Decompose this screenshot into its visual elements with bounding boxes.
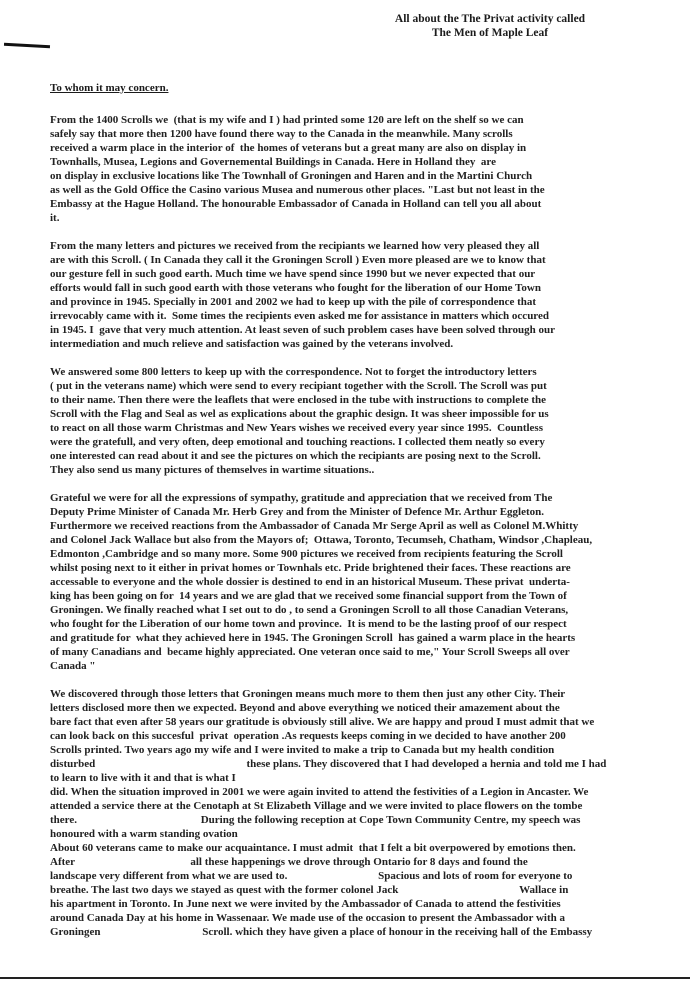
text-line: received a warm place in the interior of the homes of veterans but a great many are also on display in [50,142,527,154]
text-line: Scroll with the Flag and Seal as wel as explications about the graphic design. It was sheer impossible for us [50,408,549,420]
text-line: and gratitude for what they achieved here in 1945. The Groningen Scroll has gained a warm place in the hearts [50,632,576,644]
text-line: Groningen Scroll. which they have given a place of honour in the receiving hall of the Embassy [50,926,593,938]
text-line: efforts would fall in such good earth with those veterans who fought for the liberation of our Home Town [50,282,541,294]
text-line: there. During the following reception at Cope Town Community Centre, my speech was [50,814,581,826]
text-line: around Canada Day at his home in Wassenaar. We made use of the occasion to present the Ambassador with a [50,912,566,924]
text-line: were the gratefull, and very often, deep emotional and touching reactions. I collected them neatly so every [50,436,545,448]
text-line: who fought for the Liberation of our home town and province. It is mend to be the lasting proof of our respect [50,618,567,630]
header-line-1: All about the The Privat activity called [394,13,586,25]
text-line: and Colonel Jack Wallace but also from the Mayors of; Ottawa, Toronto, Tecumseh, Chatham, Windsor ,Chapleau, [50,534,593,546]
text-line: it. [50,212,60,224]
letter-body [50,113,675,953]
text-line: intermediation and much relieve and satisfaction was gained by the veterans involved. [50,338,454,350]
text-line: Groningen. We finally reached what I set out to do , to send a Groningen Scroll to all those Canadian Veterans, [50,604,569,616]
text-line: Deputy Prime Minister of Canada Mr. Herb Grey and from the Minister of Defence Mr. Arthur Eggleton. [50,506,545,518]
text-line: one interested can read about it and see the pictures on which the recipiants are posing next to the Scroll. [50,450,541,462]
paragraph [50,687,675,939]
text-line: to learn to live with it and that is what I [50,772,236,784]
text-line: and province in 1945. Specially in 2001 and 2002 we had to keep up with the pile of correspondence that [50,296,537,308]
text-line: About 60 veterans came to make our acquaintance. I must admit that I felt a bit overpowered by emotions then. [50,842,576,854]
paragraph [50,239,675,351]
text-line: safely say that more then 1200 have found there way to the Canada in the meanwhile. Many scrolls [50,128,513,140]
text-line: Canada " [50,660,96,672]
text-line: They also send us many pictures of themselves in wartime situations.. [50,464,375,476]
text-line: Grateful we were for all the expressions of sympathy, gratitude and appreciation that we received from The [50,492,553,504]
text-line: We discovered through those letters that Groningen means much more to them then just any other City. Their [50,688,566,700]
text-line: can look back on this succesful privat operation .As requests keeps coming in we decided to have another 200 [50,730,566,742]
document-header [300,12,680,40]
text-line: in 1945. I gave that very much attention. At least seven of such problem cases have been solved through our [50,324,555,336]
text-line: his apartment in Toronto. In June next we were invited by the Ambassador of Canada to attend the festivities [50,898,561,910]
text-line: breathe. The last two days we stayed as quest with the former colonel Jack Wallace in [50,884,569,896]
text-line: irrevocably came with it. Some times the recipients even asked me for assistance in matters which occured [50,310,549,322]
text-line: Furthermore we received reactions from the Ambassador of Canada Mr Serge April as well as Colonel M.Whitty [50,520,579,532]
text-line: accessable to everyone and the whole dossier is destined to end in an historical Museum. These privat underta- [50,576,570,588]
text-line: to their name. Then there were the leaflets that were enclosed in the tube with instructions to complete the [50,394,547,406]
text-line: whilst posing next to it either in privat homes or Townhals etc. Pride brightened their faces. These reactions are [50,562,571,574]
paragraph [50,113,675,225]
text-line: did. When the situation improved in 2001 we were again invited to attend the festivities of a Legion in Ancaster. We [50,786,589,798]
text-line: letters disclosed more then we expected. Beyond and above everything we noticed their amazement about the [50,702,560,714]
text-line: are with this Scroll. ( In Canada they call it the Groningen Scroll ) Even more pleased are we to know that [50,254,546,266]
paragraph [50,491,675,673]
text-line: Scrolls printed. Two years ago my wife and I were invited to make a trip to Canada but my health condition [50,744,555,756]
paragraph [50,365,675,477]
text-line: landscape very different from what we are used to. Spacious and lots of room for everyone to [50,870,573,882]
text-line: of many Canadians and became highly appreciated. One veteran once said to me," Your Scroll Sweeps all over [50,646,570,658]
text-line: king has been going on for 14 years and we are glad that we received some financial support from the Town of [50,590,567,602]
text-line: After all these happenings we drove through Ontario for 8 days and found the [50,856,528,868]
text-line: From the many letters and pictures we received from the recipiants we learned how very pleased they all [50,240,540,252]
text-line: to react on all those warm Christmas and New Years wishes we received every year since 1995. Countless [50,422,543,434]
text-line: ( put in the veterans name) which were send to every recipiant together with the Scroll. The Scroll was put [50,380,547,392]
text-line: bare fact that even after 58 years our gratitude is obviously still alive. We are happy and proud I must admit that we [50,716,595,728]
text-line: Edmonton ,Cambridge and so many more. Some 900 pictures we received from recipients featuring the Scroll [50,548,563,560]
salutation: To whom it may concern. [50,82,169,94]
text-line: Townhalls, Musea, Legions and Governemental Buildings in Canada. Here in Holland they are [50,156,496,168]
text-line: honoured with a warm standing ovation [50,828,238,840]
text-line: We answered some 800 letters to keep up with the correspondence. Not to forget the introductory letters [50,366,537,378]
text-line: our gesture fell in such good earth. Much time we have spend since 1990 but we never expected that our [50,268,536,280]
margin-dash-mark [4,43,50,48]
bottom-rule [0,977,690,979]
header-line-2: The Men of Maple Leaf [431,27,549,39]
text-line: disturbed these plans. They discovered that I had developed a hernia and told me I had [50,758,607,770]
text-line: on display in exclusive locations like The Townhall of Groningen and Haren and in the Martini Church [50,170,533,182]
text-line: attended a service there at the Cenotaph at St Elizabeth Village and we were invited to place flowers on the tombe [50,800,583,812]
text-line: Embassy at the Hague Holland. The honourable Embassador of Canada in Holland can tell you all about [50,198,542,210]
text-line: as well as the Gold Office the Casino various Musea and numerous other places. "Last but not least in the [50,184,545,196]
text-line: From the 1400 Scrolls we (that is my wife and I ) had printed some 120 are left on the shelf so we can [50,114,524,126]
